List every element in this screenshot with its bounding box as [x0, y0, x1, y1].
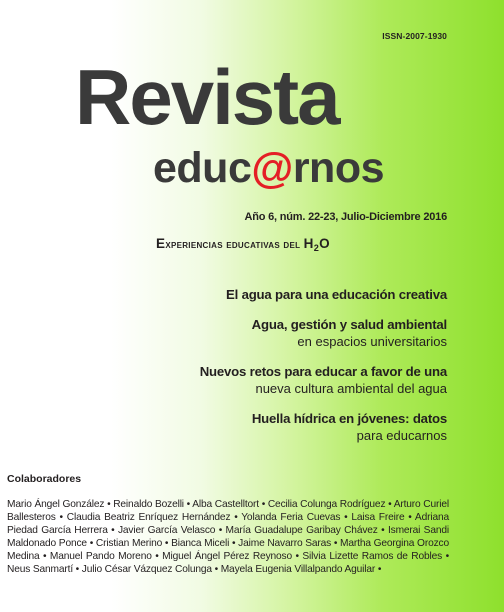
theme-o: O	[319, 236, 330, 251]
article-list	[200, 286, 447, 457]
article-item	[200, 363, 447, 397]
article-subline: para educarnos	[356, 428, 447, 443]
article-subline: en espacios universitarios	[297, 334, 447, 349]
article-headline: Nuevos retos para educar a favor de una	[199, 364, 447, 379]
issue-theme	[156, 236, 330, 253]
issn: ISSN-2007-1930	[382, 31, 447, 41]
theme-initial: E	[156, 236, 166, 251]
collaborators-list: Mario Ángel González • Reinaldo Bozelli • Alba Castelltort • Cecilia Colunga Rodríguez • Arturo Curiel Ballesteros • Claudia Beatriz Enríquez Hernández • Yolanda Feria Cuevas • Laisa Freire • Adriana Piedad García Herrera • Javier García Velasco • María Guadalupe Garibay Chávez • Ismerai Sandi Maldonado Ponce • Cristian Merino • Bianca Miceli • Jaime Navarro Saras • Martha Georgina Orozco Medina • Manuel Pando Moreno • Miguel Ángel Pérez Reynoso • Silvia Lizette Ramos de Robles • Neus Sanmartí • Julio César Vázquez Colunga • Mayela Eugenia Villalpando Aguilar •	[7, 499, 449, 576]
theme-subscript: 2	[313, 243, 320, 254]
article-headline: Agua, gestión y salud ambiental	[251, 317, 447, 332]
article-headline: Huella hídrica en jóvenes: datos	[251, 411, 447, 426]
article-item	[200, 410, 447, 444]
article-item	[200, 316, 447, 350]
theme-h: H	[303, 236, 314, 251]
issue-info: Año 6, núm. 22-23, Julio-Diciembre 2016	[244, 211, 447, 223]
collaborators-heading: Colaboradores	[7, 473, 82, 485]
article-subline: nueva cultura ambiental del agua	[255, 381, 447, 396]
subtitle-part-2: rnos	[292, 144, 384, 192]
magazine-title: Revista	[75, 53, 339, 141]
article-item	[200, 286, 447, 303]
theme-text: xperiencias educativas del	[165, 239, 304, 251]
magazine-subtitle	[153, 144, 384, 192]
at-sign-logo: @	[251, 144, 293, 192]
subtitle-part-1: educ	[153, 144, 252, 192]
article-headline: El agua para una educación creativa	[226, 287, 447, 302]
